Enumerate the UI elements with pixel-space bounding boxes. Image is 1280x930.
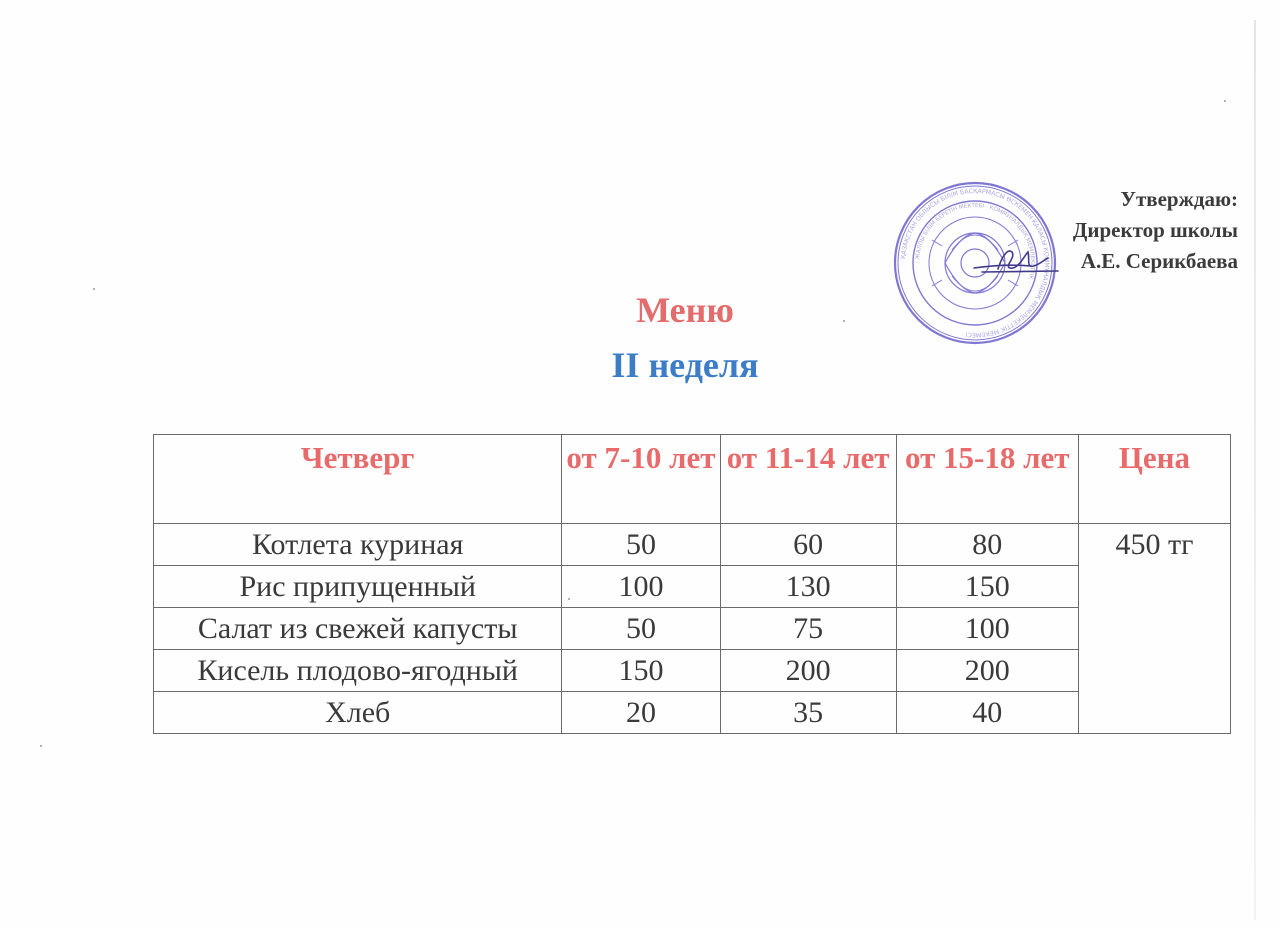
portion-7-10: 50 xyxy=(562,608,720,650)
approval-label: Утверждаю: xyxy=(1120,187,1238,211)
table-row xyxy=(154,650,1231,692)
approval-name: А.Е. Серикбаева xyxy=(1080,249,1238,273)
portion-11-14: 60 xyxy=(720,524,896,566)
header-price: Цена xyxy=(1078,435,1230,524)
header-age-11-14: от 11-14 лет xyxy=(720,435,896,524)
dish-name: Кисель плодово-ягодный xyxy=(154,650,562,692)
table-header-row xyxy=(154,435,1231,524)
portion-15-18: 80 xyxy=(896,524,1078,566)
scan-edge xyxy=(1254,20,1256,920)
approval-block xyxy=(1073,184,1238,277)
portion-7-10: 150 xyxy=(562,650,720,692)
director-signature xyxy=(968,238,1068,278)
portion-15-18: 40 xyxy=(896,692,1078,734)
table-row xyxy=(154,608,1231,650)
table-row xyxy=(154,524,1231,566)
header-day: Четверг xyxy=(154,435,562,524)
portion-7-10: 20 xyxy=(562,692,720,734)
portion-11-14: 35 xyxy=(720,692,896,734)
portion-15-18: 200 xyxy=(896,650,1078,692)
scan-speck xyxy=(1224,100,1226,102)
header-age-15-18: от 15-18 лет xyxy=(896,435,1078,524)
header-age-7-10: от 7-10 лет xyxy=(562,435,720,524)
portion-7-10: 100 xyxy=(562,566,720,608)
page-title: Меню xyxy=(636,290,734,330)
table-row xyxy=(154,692,1231,734)
svg-text:· ЖАЛПЫ БІЛІМ БЕРЕТІН МЕКТЕБІ: · ЖАЛПЫ БІЛІМ БЕРЕТІН МЕКТЕБІ · КОММУНАЛДЫҚ МЕМЛЕКЕТТІК · xyxy=(914,202,1036,284)
dish-name: Котлета куриная xyxy=(154,524,562,566)
week-subtitle: II неделя xyxy=(611,345,759,385)
dish-name: Салат из свежей капусты xyxy=(154,608,562,650)
table-row xyxy=(154,566,1231,608)
menu-table xyxy=(153,434,1231,734)
svg-text:· ҚАЗАҚСТАН ОБЛЫСЫ БІЛІМ БАСҚА: · ҚАЗАҚСТАН ОБЛЫСЫ БІЛІМ БАСҚАРМАСЫ ӨСКЕМЕН ҚАЛАСЫ КОММУНАЛДЫҚ МЕМЛЕКЕТТІК МЕКЕМЕСІ · xyxy=(899,187,1051,339)
dish-name: Хлеб xyxy=(154,692,562,734)
portion-11-14: 200 xyxy=(720,650,896,692)
portion-11-14: 75 xyxy=(720,608,896,650)
dish-name: Рис припущенный xyxy=(154,566,562,608)
portion-15-18: 100 xyxy=(896,608,1078,650)
scan-speck xyxy=(40,745,42,747)
price-cell: 450 тг xyxy=(1078,524,1230,734)
portion-15-18: 150 xyxy=(896,566,1078,608)
approval-position: Директор школы xyxy=(1072,218,1238,242)
portion-7-10: 50 xyxy=(562,524,720,566)
portion-11-14: 130 xyxy=(720,566,896,608)
